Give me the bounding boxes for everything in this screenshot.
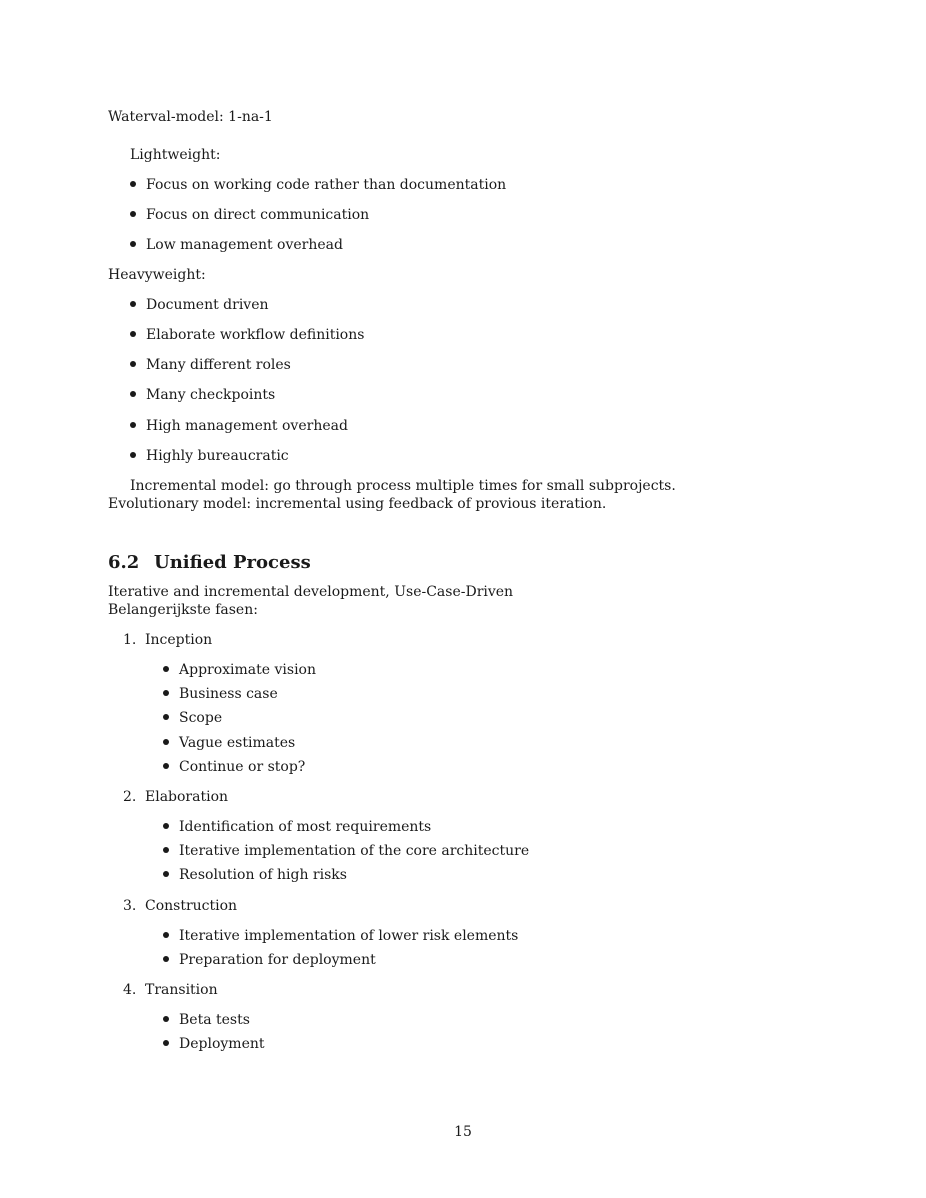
section-number: 6.2 <box>108 552 140 573</box>
list-item: Vague estimates <box>163 734 295 752</box>
list-item: Business case <box>163 685 278 703</box>
list-item: Iterative implementation of the core architecture <box>163 842 529 860</box>
list-item: Resolution of high risks <box>163 866 347 884</box>
list-item: Low management overhead <box>130 236 343 254</box>
phase-item: 3. Construction <box>123 898 238 914</box>
list-item: Focus on working code rather than documentation <box>130 176 506 194</box>
bullet-icon <box>130 241 136 247</box>
bullet-icon <box>163 1040 169 1046</box>
bullet-icon <box>130 391 136 397</box>
phase-item: 4. Transition <box>123 982 218 998</box>
list-item: High management overhead <box>130 417 348 435</box>
lightweight-label: Lightweight: <box>130 147 221 163</box>
list-item: Many different roles <box>130 356 291 374</box>
phase-item: 1. Inception <box>123 632 213 648</box>
heavyweight-label: Heavyweight: <box>108 267 206 283</box>
bullet-icon <box>163 763 169 769</box>
list-item: Scope <box>163 709 222 727</box>
bullet-icon <box>163 690 169 696</box>
section-intro-line: Belangerijkste fasen: <box>108 602 258 618</box>
bullet-icon <box>163 666 169 672</box>
list-item: Deployment <box>163 1035 265 1053</box>
bullet-icon <box>163 932 169 938</box>
page-number: 15 <box>454 1124 472 1140</box>
list-item: Document driven <box>130 296 269 314</box>
bullet-icon <box>130 301 136 307</box>
waterfall-line: Waterval-model: 1-na-1 <box>108 109 273 125</box>
list-item: Approximate vision <box>163 661 316 679</box>
evolutionary-line: Evolutionary model: incremental using feedback of provious iteration. <box>108 496 607 512</box>
bullet-icon <box>130 181 136 187</box>
bullet-icon <box>130 452 136 458</box>
list-item: Elaborate workflow definitions <box>130 326 364 344</box>
bullet-icon <box>130 331 136 337</box>
section-intro-line: Iterative and incremental development, Use-Case-Driven <box>108 584 514 600</box>
list-item: Focus on direct communication <box>130 206 369 224</box>
bullet-icon <box>163 823 169 829</box>
bullet-icon <box>163 1016 169 1022</box>
bullet-icon <box>130 361 136 367</box>
section-title: Unified Process <box>154 552 311 573</box>
bullet-icon <box>130 211 136 217</box>
bullet-icon <box>163 871 169 877</box>
list-item: Identification of most requirements <box>163 818 431 836</box>
bullet-icon <box>130 422 136 428</box>
list-item: Iterative implementation of lower risk elements <box>163 927 518 945</box>
bullet-icon <box>163 739 169 745</box>
phase-item: 2. Elaboration <box>123 789 229 805</box>
list-item: Continue or stop? <box>163 758 305 776</box>
bullet-icon <box>163 714 169 720</box>
list-item: Many checkpoints <box>130 386 275 404</box>
list-item: Beta tests <box>163 1011 250 1029</box>
section-heading <box>108 552 311 574</box>
list-item: Preparation for deployment <box>163 951 376 969</box>
list-item: Highly bureaucratic <box>130 447 289 465</box>
incremental-line: Incremental model: go through process multiple times for small subprojects. <box>130 478 676 494</box>
bullet-icon <box>163 847 169 853</box>
bullet-icon <box>163 956 169 962</box>
